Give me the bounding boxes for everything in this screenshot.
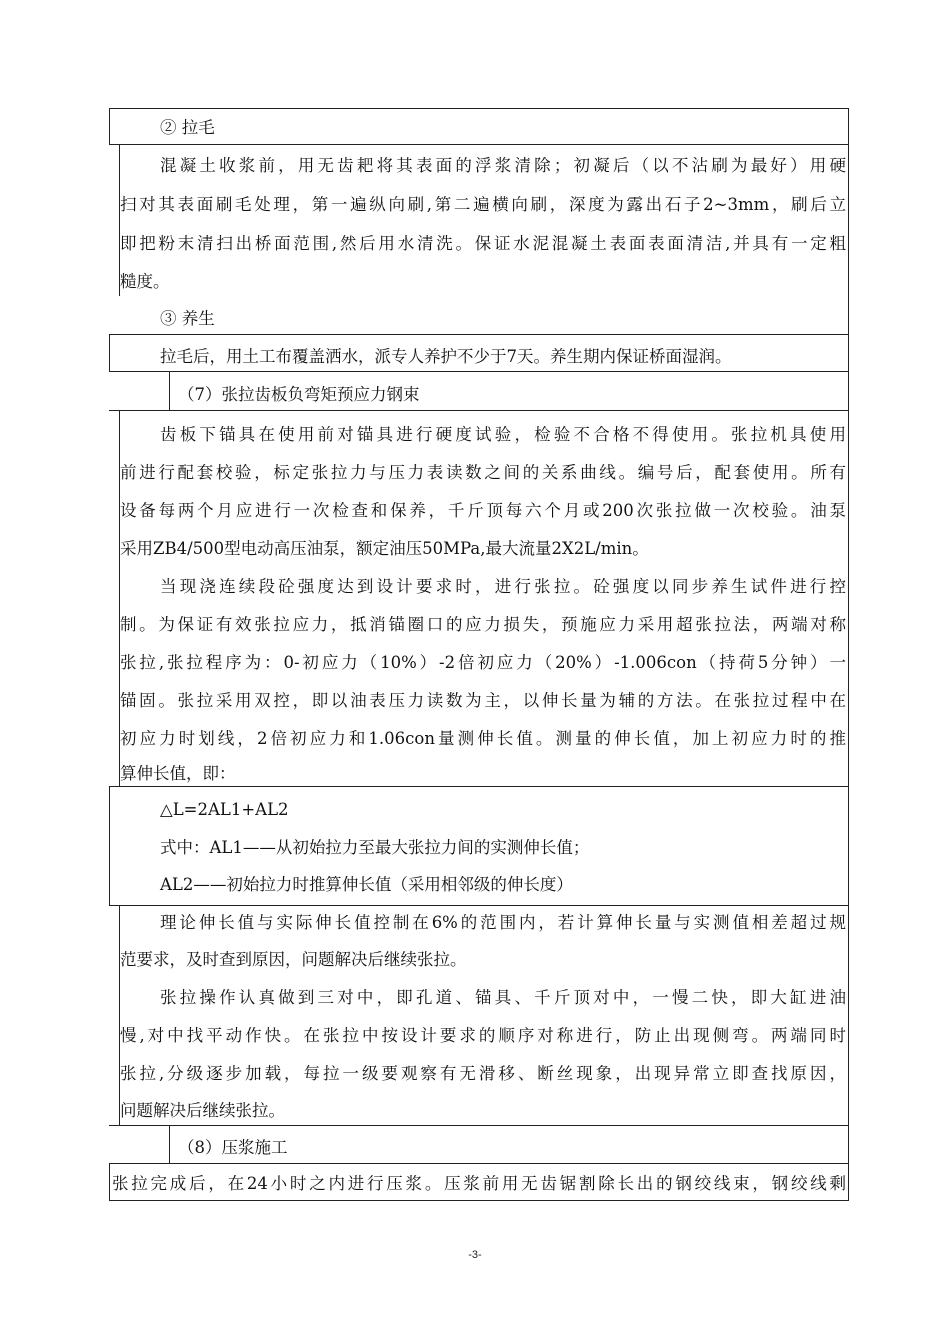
section-heading-yangsheng: ③ 养生	[160, 309, 215, 328]
paragraph-line: 张拉完成后，在24小时之内进行压浆。压浆前用无齿锯割除长出的钢绞线束，钢绞线剩	[112, 1174, 846, 1193]
paragraph-line: 当现浇连续段砼强度达到设计要求时，进行张拉。砼强度以同步养生试件进行控	[160, 577, 846, 596]
table-border	[109, 371, 849, 372]
paragraph-line: 即把粉末清扫出桥面范围,然后用水清洗。保证水泥混凝土表面表面清洁,并具有一定粗	[120, 234, 846, 253]
paragraph-line: 设备每两个月应进行一次检查和保养，千斤顶每六个月或200次张拉做一次校验。油泵	[120, 501, 846, 520]
paragraph-line: 范要求，及时查到原因，问题解决后继续张拉。	[120, 950, 467, 969]
table-border	[109, 1200, 849, 1201]
paragraph-line: 采用ZB4/500型电动高压油泵，额定油压50MPa,最大流量2X2L/min。	[120, 539, 649, 558]
paragraph-line: 算伸长值，即：	[120, 764, 236, 783]
table-border	[109, 108, 110, 144]
table-border	[109, 144, 849, 145]
page-number: -3-	[468, 1249, 482, 1261]
paragraph-line: 齿板下锚具在使用前对锚具进行硬度试验，检验不合格不得使用。张拉机具使用	[160, 425, 846, 444]
formula-where: AL2——初始拉力时推算伸长值（采用相邻级的伸长度）	[160, 875, 573, 894]
table-border	[109, 786, 849, 787]
formula-where: 式中：AL1——从初始拉力至最大张拉力间的实测伸长值；	[160, 838, 590, 857]
table-border	[109, 1125, 849, 1126]
paragraph-line: 制。为保证有效张拉应力，抵消锚圈口的应力损失，预施应力采用超张拉法，两端对称	[120, 615, 846, 634]
table-border	[169, 371, 170, 410]
section-heading-zhangla: （7）张拉齿板负弯矩预应力钢束	[178, 385, 420, 404]
section-heading-lamao: ② 拉毛	[160, 118, 215, 137]
table-border	[109, 334, 849, 335]
table-border	[109, 108, 849, 109]
table-border	[169, 1125, 170, 1163]
paragraph-line: 理论伸长值与实际伸长值控制在6%的范围内，若计算伸长量与实测值相差超过规	[160, 913, 846, 932]
paragraph-line: 慢,对中找平动作快。在张拉中按设计要求的顺序对称进行，防止出现侧弯。两端同时	[120, 1026, 846, 1045]
paragraph-line: 张拉,分级逐步加载，每拉一级要观察有无滑移、断丝现象，出现异常立即查找原因，	[120, 1064, 846, 1083]
paragraph-line: 前进行配套校验，标定张拉力与压力表读数之间的关系曲线。编号后，配套使用。所有	[120, 463, 846, 482]
table-border	[109, 334, 110, 371]
paragraph-line: 张拉操作认真做到三对中，即孔道、锚具、千斤顶对中，一慢二快，即大缸进油	[160, 988, 846, 1007]
paragraph-line: 问题解决后继续张拉。	[120, 1101, 285, 1120]
table-border	[109, 786, 110, 905]
paragraph-line: 张拉,张拉程序为：0-初应力（10%）-2倍初应力（20%）-1.006con（持荷5分钟）一	[120, 653, 846, 672]
paragraph-line: 拉毛后，用土工布覆盖洒水，派专人养护不少于7天。养生期内保证桥面湿润。	[160, 347, 732, 366]
paragraph-line: 混凝土收浆前，用无齿耙将其表面的浮浆清除；初凝后（以不沾刷为最好）用硬	[160, 156, 846, 175]
table-border	[109, 1163, 849, 1164]
table-border	[109, 1163, 110, 1201]
section-heading-yajiang: （8）压浆施工	[178, 1138, 288, 1157]
table-border	[109, 410, 849, 411]
paragraph-line: 扫对其表面刷毛处理，第一遍纵向刷,第二遍横向刷，深度为露出石子2~3mm，刷后立	[120, 195, 846, 214]
paragraph-line: 糙度。	[120, 272, 170, 291]
paragraph-line: 初应力时划线，2倍初应力和1.06con量测伸长值。测量的伸长值，加上初应力时的推	[120, 729, 846, 748]
formula-equation: △L=2AL1+AL2	[160, 800, 289, 819]
table-border	[109, 905, 849, 906]
table-border	[848, 108, 849, 1201]
table-border	[119, 905, 120, 1125]
paragraph-line: 锚固。张拉采用双控，即以油表压力读数为主，以伸长量为辅的方法。在张拉过程中在	[120, 691, 846, 710]
